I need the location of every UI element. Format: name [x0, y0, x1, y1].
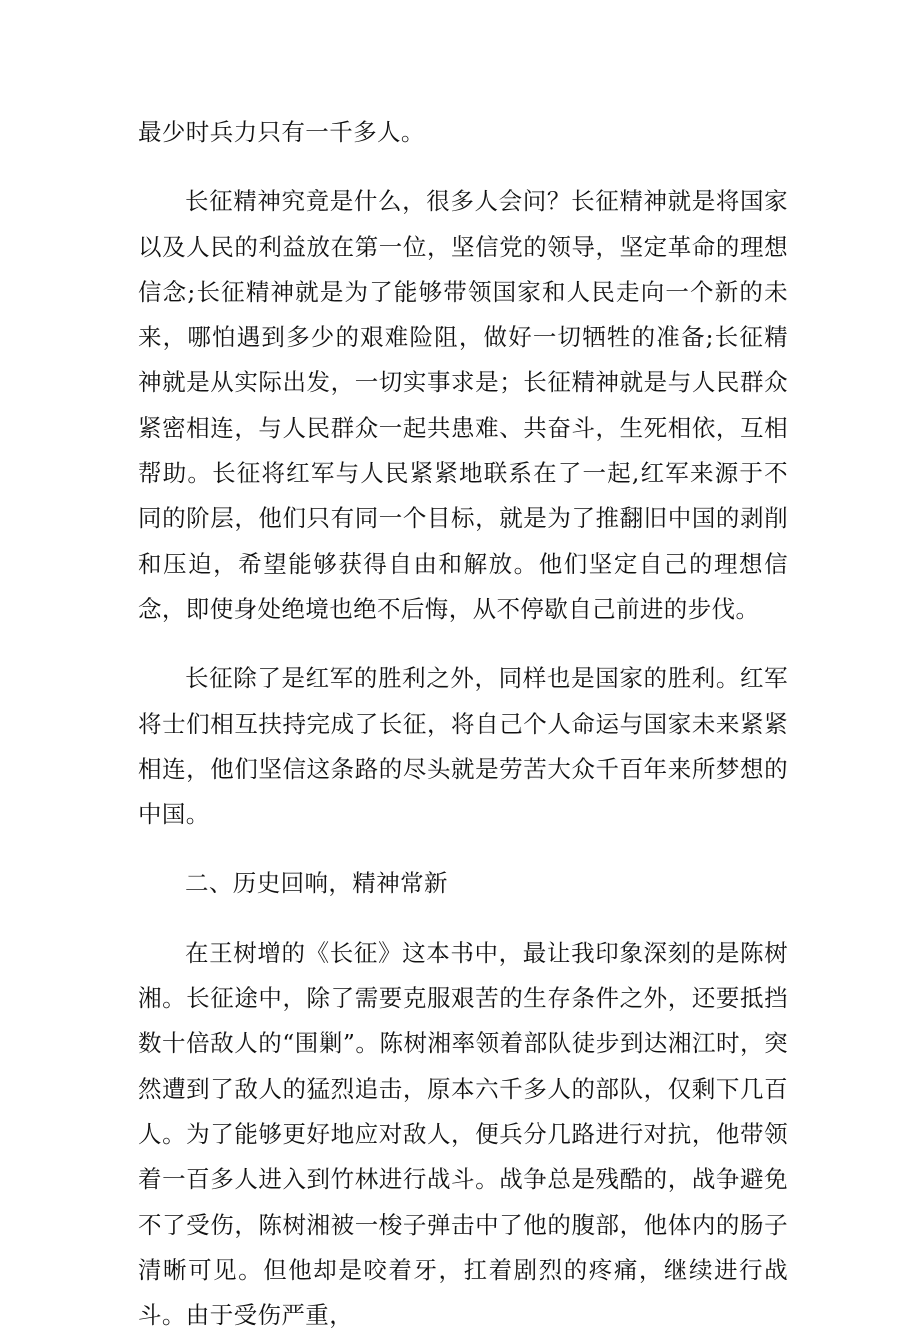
paragraph-long-march-spirit: 长征精神究竟是什么，很多人会问？长征精神就是将国家以及人民的利益放在第一位，坚信党的领导，坚定革命的理想信念;长征精神就是为了能够带领国家和人民走向一个新的未来，哪怕遇到多少的艰难险阻，做好一切牺牲的准备;长征精神就是从实际出发，一切实事求是；长征精神就是与人民群众紧密相连，与人民群众一起共患难、共奋斗，生死相依，互相帮助。长征将红军与人民紧紧地联系在了一起,红军来源于不同的阶层，他们只有同一个目标，就是为了推翻旧中国的剥削和压迫，希望能够获得自由和解放。他们坚定自己的理想信念，即使身处绝境也绝不后悔，从不停歇自己前进的步伐。 — [138, 187, 788, 623]
paragraph-continuation: 最少时兵力只有一千多人。 — [138, 118, 425, 146]
paragraph-victory: 长征除了是红军的胜利之外，同样也是国家的胜利。红军将士们相互扶持完成了长征，将自己个人命运与国家未来紧紧相连，他们坚信这条路的尽头就是劳苦大众千百年来所梦想的中国。 — [138, 664, 788, 829]
paragraph-chen-shuxiang: 在王树增的《长征》这本书中，最让我印象深刻的是陈树湘。长征途中，除了需要克服艰苦的生存条件之外，还要抵挡数十倍敌人的“围剿”。陈树湘率领着部队徒步到达湘江时，突然遭到了敌人的猛烈追击，原本六千多人的部队，仅剩下几百人。为了能够更好地应对敌人，便兵分几路进行对抗，他带领着一百多人进入到竹林进行战斗。战争总是残酷的，战争避免不了受伤，陈树湘被一梭子弹击中了他的腹部，他体内的肠子清晰可见。但他却是咬着牙，扛着剧烈的疼痛，继续进行战斗。由于受伤严重， — [138, 938, 788, 1330]
section-heading: 二、历史回响，精神常新 — [185, 869, 448, 898]
document-page — [138, 110, 788, 1338]
